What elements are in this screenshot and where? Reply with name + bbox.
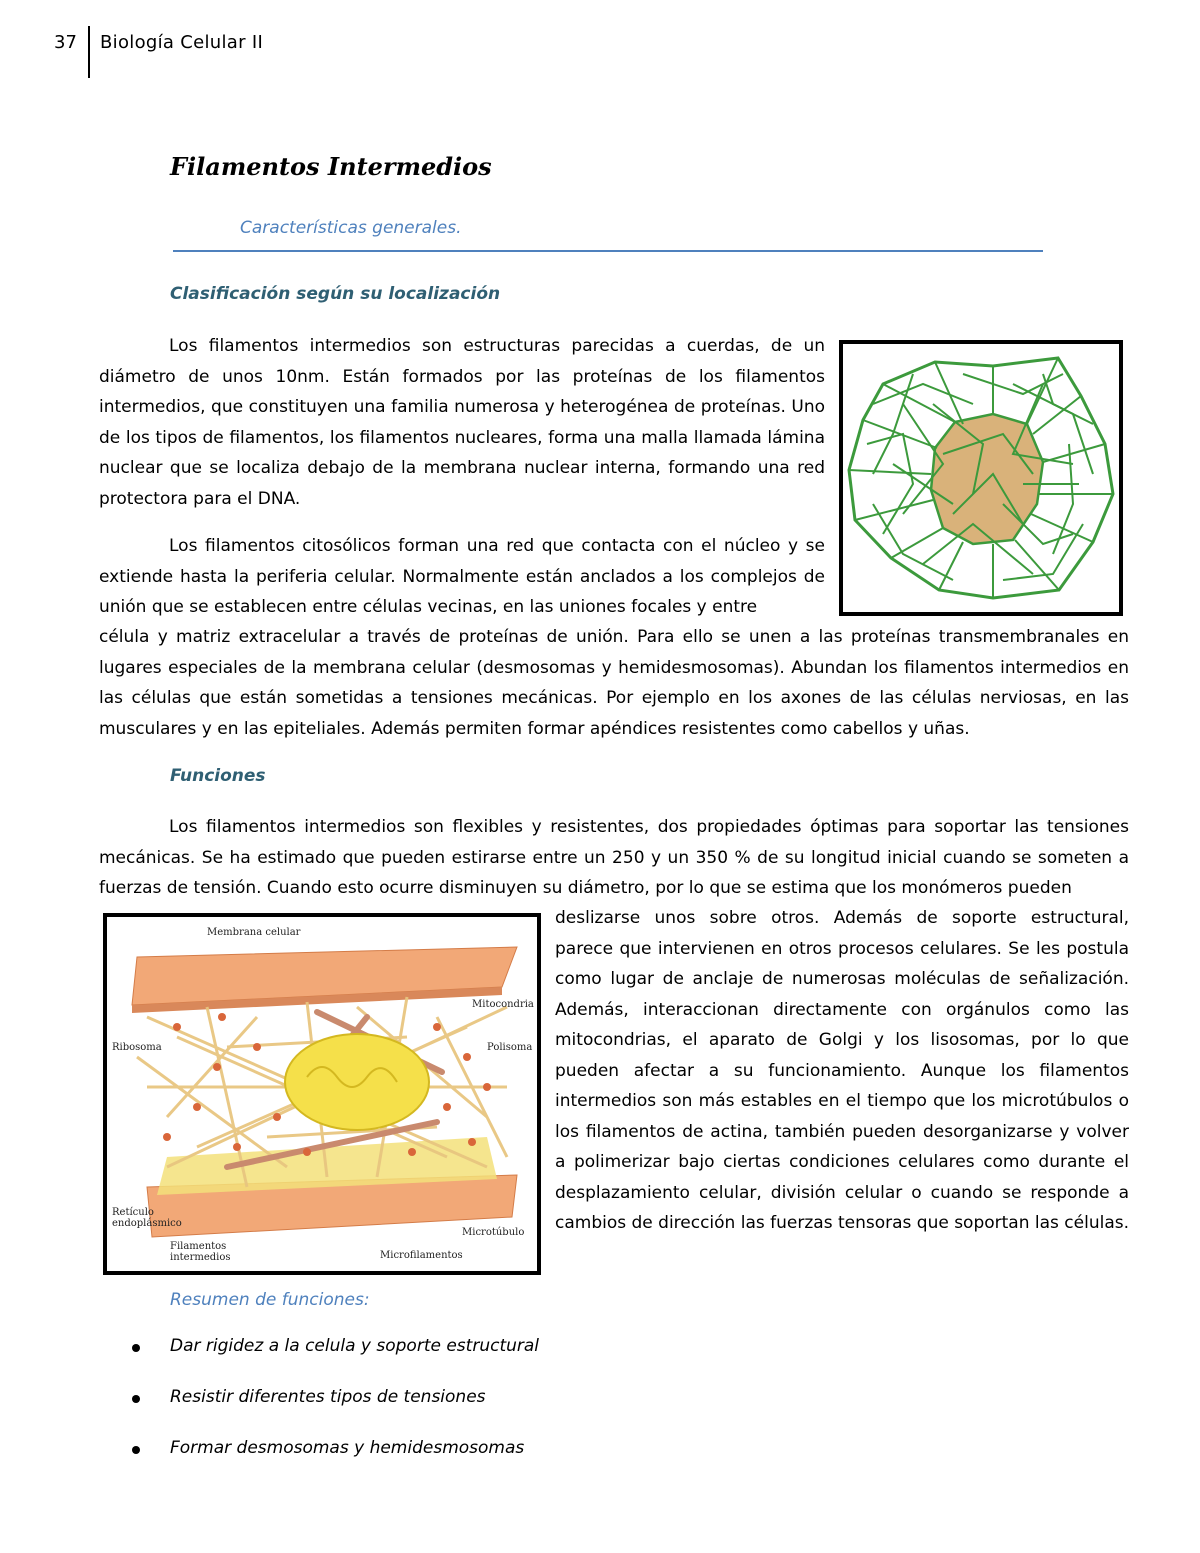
summary-list xyxy=(130,1336,539,1489)
label-microtubule: Microtúbulo xyxy=(462,1227,525,1238)
nuclear-lamina-figure xyxy=(839,340,1123,616)
cytoskeleton-figure xyxy=(103,913,541,1275)
bullet-icon xyxy=(132,1344,140,1352)
paragraph-cytosolic-filaments: Los filamentos citosólicos forman una red que contacta con el núcleo y se extiende hasta la periferia celular. Normalmente están anclados a los complejos de unión que se establecen entre células vecinas, en las uniones focales y entre xyxy=(99,536,825,617)
paragraph-nuclear-filaments: Los filamentos intermedios son estructuras parecidas a cuerdas, de un diámetro de unos 10nm. Están formados por las proteínas de los filamentos intermedios, que constituyen una familia numerosa y heterogénea de proteínas. Uno de los tipos de filamentos, los filamentos nucleares, forma una malla llamada lámina nuclear que se localiza debajo de la membrana nuclear interna, formando una red protectora para el DNA. xyxy=(99,336,825,509)
label-polysome: Polisoma xyxy=(487,1042,533,1053)
list-item: Resistir diferentes tipos de tensiones xyxy=(130,1387,539,1438)
heading-summary: Resumen de funciones: xyxy=(170,1290,370,1310)
paragraph-cytosolic-filaments-cont: célula y matriz extracelular a través de proteínas de unión. Para ello se unen a las proteínas transmembranales en lugares especiales de la membrana celular (desmosomas y hemidesmosomas). Abundan los filamentos intermedios en las células que están sometidas a tensiones mecánicas. Por ejemplo en los axones de las células nerviosas, en las musculares y en las epiteliales. Además permiten formar apéndices resistentes como cabellos y uñas. xyxy=(99,627,1129,739)
subtitle-underline xyxy=(173,250,1043,252)
label-microfilaments: Microfilamentos xyxy=(380,1250,463,1261)
bullet-icon xyxy=(132,1446,140,1454)
list-item: Dar rigidez a la celula y soporte estructural xyxy=(130,1336,539,1387)
nuclear-lamina-illustration xyxy=(843,344,1119,612)
heading-classification: Clasificación según su localización xyxy=(170,284,501,304)
list-item: Formar desmosomas y hemidesmosomas xyxy=(130,1438,539,1489)
bullet-icon xyxy=(132,1395,140,1403)
paragraph-functions: Los filamentos intermedios son flexibles y resistentes, dos propiedades óptimas para soportar las tensiones mecánicas. Se ha estimado que pueden estirarse entre un 250 y un 350 % de su longitud inicial cuando se someten a fuerzas de tensión. Cuando esto ocurre disminuyen su diámetro, por lo que se estima que los monómeros pueden xyxy=(99,817,1129,898)
section-subtitle: Características generales. xyxy=(240,218,462,238)
page-number: 37 xyxy=(54,32,77,53)
page-title: Filamentos Intermedios xyxy=(170,152,492,181)
label-mitochondria: Mitocondria xyxy=(472,999,534,1010)
header-divider xyxy=(88,26,90,78)
label-ribosome: Ribosoma xyxy=(112,1042,162,1053)
label-intermediate-filaments: Filamentos intermedios xyxy=(170,1241,231,1263)
heading-functions: Funciones xyxy=(170,766,266,786)
paragraph-functions-cont: deslizarse unos sobre otros. Además de soporte estructural, parece que intervienen en otros procesos celulares. Se les postula como lugar de anclaje de numerosas moléculas de señalización. Además, interaccionan directamente con orgánulos como las mitocondrias, el aparato de Golgi y los lisosomas, por lo que pueden afectar a su funcionamiento. Aunque los filamentos intermedios son más estables en el tiempo que los microtúbulos o los filamentos de actina, también pueden desorganizarse y volver a polimerizar bajo ciertas condiciones celulares como durante el desplazamiento celular, división celular o cuando se responde a cambios de dirección las fuerzas tensoras que soportan las células. xyxy=(555,908,1130,1233)
label-membrane: Membrana celular xyxy=(207,927,301,938)
book-title: Biología Celular II xyxy=(100,32,264,53)
label-er: Retículo endoplásmico xyxy=(112,1207,182,1229)
